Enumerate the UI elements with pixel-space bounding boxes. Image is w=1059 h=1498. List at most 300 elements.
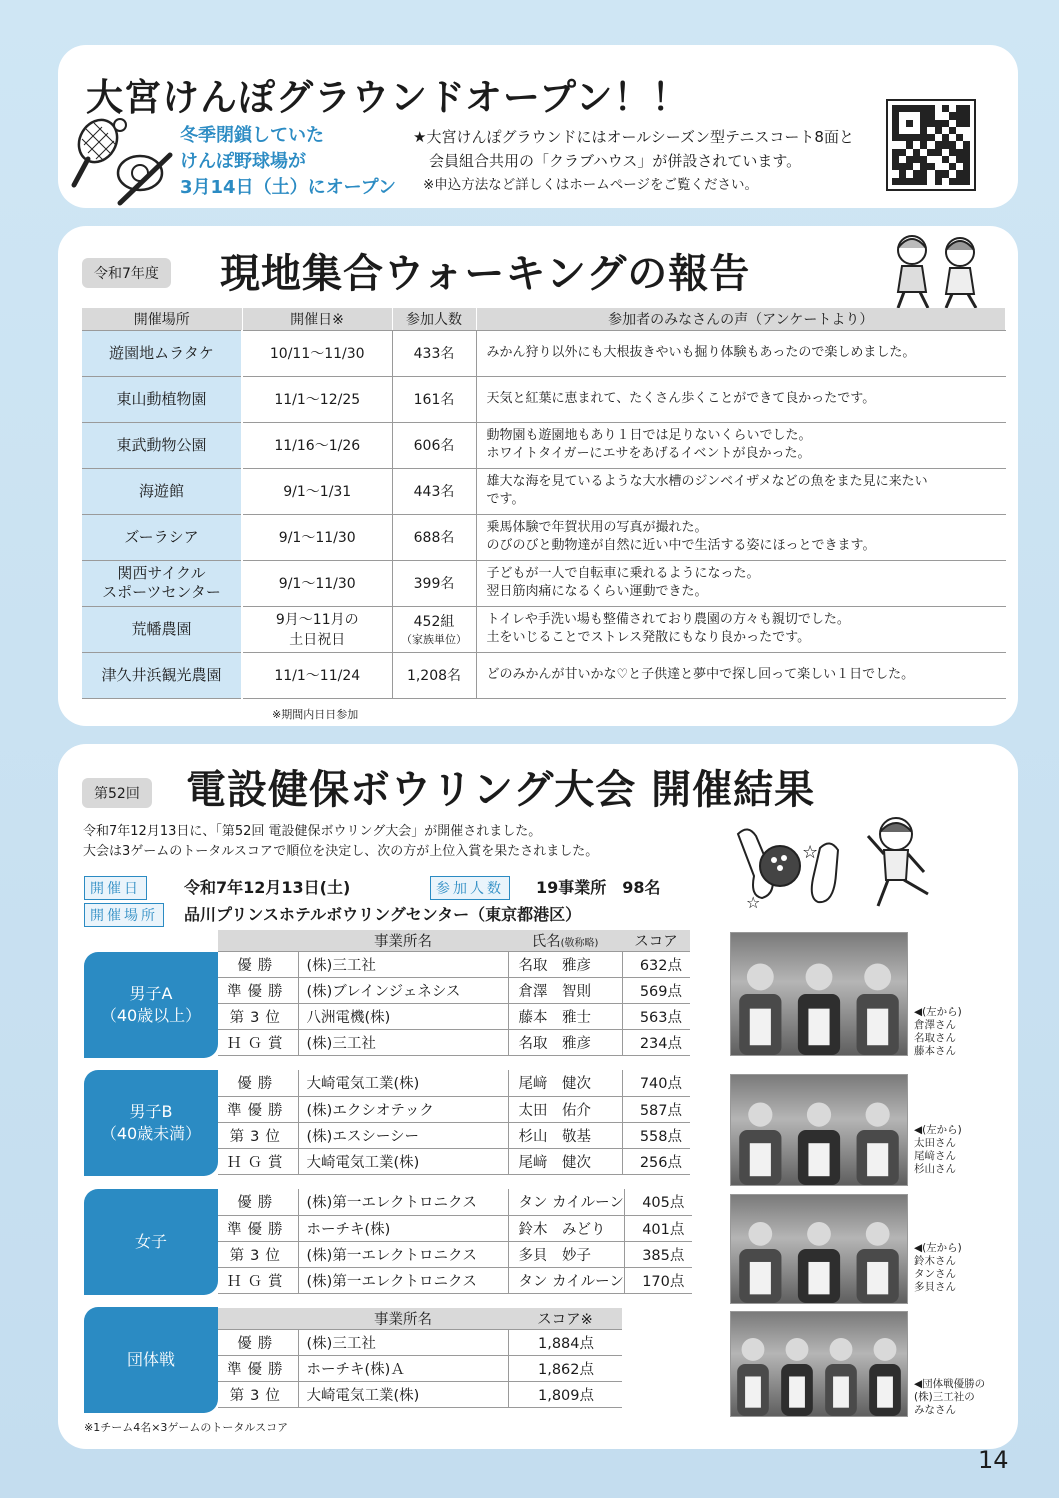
walking-voice-line1: トイレや手洗い場も整備されており農園の方々も親切でした。: [486, 612, 850, 627]
walking-voice-line1: 天気と紅葉に恵まれて、たくさん歩くことができて良かったです。: [486, 391, 876, 406]
result-row: [218, 952, 690, 978]
company-header: 事業所名: [298, 1308, 508, 1330]
result-company: (株)三工社: [298, 1030, 508, 1056]
name-header-note: (敬称略): [560, 938, 599, 949]
result-row: [218, 978, 690, 1004]
walking-header: 開催場所: [82, 308, 242, 330]
ground-info: [413, 125, 854, 197]
walking-row: [82, 376, 1006, 422]
certificate: [750, 1262, 771, 1294]
qr-module: [949, 105, 956, 112]
qr-module: [935, 149, 942, 156]
walking-voice: [476, 560, 1006, 606]
caption-men-a: [914, 1006, 962, 1058]
qr-module: [906, 120, 913, 127]
result-score: 256点: [622, 1148, 690, 1174]
qr-module: [949, 163, 956, 170]
walking-date-line1: 9/1～11/30: [278, 530, 356, 546]
walking-date-line2: 土日祝日: [289, 632, 346, 648]
walking-count-line1: 606名: [413, 438, 455, 454]
qr-module: [899, 120, 906, 127]
result-company: (株)第一エレクトロニクス: [298, 1241, 508, 1267]
walking-place-line1: ズーラシア: [124, 527, 199, 546]
walking-date-line1: 11/1～11/24: [274, 668, 361, 684]
certificate: [808, 1262, 829, 1294]
result-person: 太田 佑介: [508, 1096, 622, 1122]
qr-module: [920, 127, 927, 134]
qr-module: [913, 112, 920, 119]
certificate: [833, 1376, 849, 1407]
walking-count-line1: 1,208名: [406, 668, 462, 684]
result-row: [218, 1267, 692, 1293]
bowling-intro: [83, 822, 598, 862]
caption-line: 倉澤さん: [914, 1019, 956, 1031]
caption-line: 太田さん: [914, 1137, 956, 1149]
bowling-intro-line: 大会は3ゲームのトータルスコアで順位を決定し、次の方が上位入賞を果たされました。: [83, 844, 599, 859]
person-head: [830, 1338, 853, 1361]
qr-module: [920, 141, 927, 148]
person-head: [866, 1222, 890, 1246]
qr-module: [899, 149, 906, 156]
qr-module: [892, 156, 899, 163]
qr-module: [927, 120, 934, 127]
walking-year-badge: 令和7年度: [82, 258, 171, 288]
qr-module: [899, 127, 906, 134]
qr-code[interactable]: [886, 99, 976, 191]
qr-module: [906, 105, 913, 112]
qr-module: [892, 105, 899, 112]
walking-date: [242, 514, 392, 560]
qr-module: [935, 134, 942, 141]
walking-voice-line1: 動物園も遊園地もあり１日では足りないくらいでした。: [486, 428, 812, 443]
qr-module: [927, 134, 934, 141]
result-rank: 第3位: [218, 1122, 298, 1148]
group-label-women: [84, 1189, 218, 1295]
result-row: [218, 1030, 690, 1056]
result-person: 多貝 妙子: [508, 1241, 624, 1267]
ground-info-line: ※申込方法など詳しくはホームページをご覧ください。: [423, 177, 759, 193]
qr-module: [963, 127, 970, 134]
result-row: [218, 1148, 690, 1174]
walking-place-line1: 海遊館: [138, 481, 184, 500]
photo-figures: [731, 1312, 907, 1416]
qr-module: [927, 112, 934, 119]
qr-module: [920, 105, 927, 112]
caption-line: タンさん: [914, 1268, 956, 1280]
certificate: [750, 1143, 771, 1176]
qr-module: [963, 134, 970, 141]
photo-women-winners: [730, 1194, 908, 1304]
walking-date-line1: 11/1～12/25: [274, 392, 361, 408]
walking-voice-line2: 土をいじることでストレス発散にもなり良かったです。: [486, 630, 811, 645]
walking-voice-line2: ホワイトタイガーにエサをあげるイベントが良かった。: [486, 446, 811, 461]
walking-place-line1: 東山動植物園: [116, 389, 207, 408]
qr-module: [892, 163, 899, 170]
qr-module: [963, 170, 970, 177]
team-result-company: ホーチキ(株)Ａ: [298, 1356, 508, 1382]
walking-count: [392, 468, 476, 514]
result-rank: ＨＧ賞: [218, 1267, 298, 1293]
qr-module: [935, 141, 942, 148]
results-table-women: [218, 1189, 692, 1294]
qr-module: [927, 163, 934, 170]
team-score-header: スコア※: [508, 1308, 622, 1330]
qr-module: [913, 105, 920, 112]
walking-place: [82, 376, 242, 422]
group-label-men-b: [84, 1070, 218, 1176]
result-row: [218, 1070, 690, 1096]
result-row: [218, 1189, 692, 1215]
result-company: 大崎電気工業(株): [298, 1070, 508, 1096]
qr-module: [913, 127, 920, 134]
result-row: [218, 1122, 690, 1148]
walking-voice: [476, 330, 1006, 376]
qr-module: [892, 134, 899, 141]
result-company: (株)三工社: [298, 952, 508, 978]
result-person: 倉澤 智則: [508, 978, 622, 1004]
walking-date-line1: 10/11～11/30: [269, 346, 365, 362]
qr-module: [899, 170, 906, 177]
svg-text:☆: ☆: [746, 893, 761, 912]
walking-count: [392, 376, 476, 422]
qr-module: [935, 156, 942, 163]
qr-module: [935, 170, 942, 177]
qr-module: [920, 163, 927, 170]
walking-row: [82, 514, 1006, 560]
qr-module: [935, 178, 942, 185]
ground-title: 大宮けんぽグラウンドオープン！！: [86, 76, 690, 119]
qr-module: [956, 141, 963, 148]
result-rank: 準優勝: [218, 978, 298, 1004]
photo-men-a-winners: [730, 932, 908, 1056]
svg-text:☆: ☆: [802, 842, 819, 863]
caption-line: ◀(左から): [914, 1006, 962, 1018]
walking-place-line2: スポーツセンター: [102, 583, 221, 601]
result-score: 569点: [622, 978, 690, 1004]
qr-module: [899, 105, 906, 112]
ground-info-line: ★大宮けんぽグラウンドにはオールシーズン型テニスコート8面と: [413, 128, 854, 146]
group-sub: （40歳以上）: [100, 1006, 202, 1025]
result-rank: 第3位: [218, 1241, 298, 1267]
result-score: 587点: [622, 1096, 690, 1122]
qr-module: [942, 149, 949, 156]
walking-date: [242, 330, 392, 376]
walking-date: [242, 560, 392, 606]
group-name: 男子A: [129, 984, 173, 1003]
bowling-count-value: 19事業所 98名: [536, 878, 661, 897]
results-table-men-a: [218, 930, 690, 1056]
photo-figures: [731, 1195, 907, 1303]
walking-date-line1: 11/16～1/26: [274, 438, 361, 454]
walking-voice-line1: 乗馬体験で年賀状用の写真が撮れた。: [486, 520, 708, 535]
walking-voice-line1: みかん狩り以外にも大根抜きやいも掘り体験もあったので楽しめました。: [486, 345, 916, 360]
result-company: ホーチキ(株): [298, 1215, 508, 1241]
walking-row: [82, 560, 1006, 606]
result-person: 尾﨑 健次: [508, 1148, 622, 1174]
ground-info-line: 会員組合共用の「クラブハウス」が併設されています。: [429, 152, 802, 170]
result-person: 尾﨑 健次: [508, 1070, 622, 1096]
caption-line: 藤本さん: [914, 1045, 956, 1057]
ground-panel: [58, 45, 1018, 208]
qr-module: [949, 112, 956, 119]
caption-line: 尾﨑さん: [914, 1150, 956, 1162]
ground-blue-line: けんぽ野球場が: [180, 151, 306, 172]
result-row: [218, 1241, 692, 1267]
score-header: スコア: [622, 930, 690, 952]
walking-count-line2: （家族単位）: [401, 633, 467, 646]
qr-module: [949, 149, 956, 156]
result-company: (株)第一エレクトロニクス: [298, 1189, 508, 1215]
walking-voice: [476, 376, 1006, 422]
bowling-edition-badge: 第52回: [82, 778, 152, 808]
result-rank: 準優勝: [218, 1215, 298, 1241]
qr-module: [906, 178, 913, 185]
result-score: 558点: [622, 1122, 690, 1148]
qr-module: [892, 120, 899, 127]
result-score: 234点: [622, 1030, 690, 1056]
qr-module: [913, 178, 920, 185]
qr-module: [927, 178, 934, 185]
result-score: 385点: [624, 1241, 692, 1267]
qr-module: [956, 134, 963, 141]
qr-module: [906, 141, 913, 148]
walking-voice-line2: のびのびと動物達が自然に近い中で生活する姿にほっとできます。: [486, 538, 876, 553]
bowling-date-value: 令和7年12月13日(土): [184, 878, 351, 897]
walking-date: [242, 422, 392, 468]
qr-module: [906, 163, 913, 170]
walking-voice-line1: 子どもが一人で自転車に乗れるようになった。: [486, 566, 760, 581]
walking-place: [82, 468, 242, 514]
caption-line: 多貝さん: [914, 1281, 956, 1293]
walking-count: [392, 606, 476, 652]
qr-module: [963, 178, 970, 185]
walking-count: [392, 652, 476, 698]
result-score: 740点: [622, 1070, 690, 1096]
group-name: 団体戦: [126, 1350, 175, 1369]
walking-place-line1: 津久井浜観光農園: [101, 665, 222, 684]
qr-module: [899, 134, 906, 141]
qr-module: [913, 156, 920, 163]
walking-date-line1: 9月～11月の: [275, 612, 359, 628]
qr-module: [935, 163, 942, 170]
person-head: [742, 1338, 765, 1361]
qr-module: [913, 141, 920, 148]
qr-module: [942, 170, 949, 177]
walking-place: [82, 652, 242, 698]
result-score: 401点: [624, 1215, 692, 1241]
result-rank: 優勝: [218, 1189, 298, 1215]
qr-module: [949, 178, 956, 185]
team-result-row: [218, 1382, 622, 1408]
certificate: [808, 1143, 829, 1176]
result-company: (株)エスシーシー: [298, 1122, 508, 1148]
result-person: 名取 雅彦: [508, 1030, 622, 1056]
team-result-company: (株)三工社: [298, 1330, 508, 1356]
bowling-venue-label: 開催場所: [84, 903, 164, 927]
team-result-rank: 優勝: [218, 1330, 298, 1356]
result-person: 鈴木 みどり: [508, 1215, 624, 1241]
qr-module: [956, 127, 963, 134]
qr-module: [906, 156, 913, 163]
qr-module: [963, 163, 970, 170]
walking-date-line1: 9/1～1/31: [283, 484, 352, 500]
qr-module: [942, 127, 949, 134]
person-head: [866, 1103, 890, 1127]
walking-title: 現地集合ウォーキングの報告: [220, 251, 751, 297]
qr-module: [942, 120, 949, 127]
group-name: 女子: [134, 1232, 167, 1251]
walking-voice-line2: です。: [486, 492, 525, 507]
walking-place-line1: 関西サイクル: [117, 564, 206, 582]
certificate: [789, 1376, 805, 1407]
walking-row: [82, 422, 1006, 468]
walking-count-line1: 161名: [413, 392, 455, 408]
person-head: [748, 1103, 772, 1127]
qr-module: [949, 134, 956, 141]
walking-count-line1: 452組: [413, 614, 455, 630]
walking-date-line1: 9/1～11/30: [278, 576, 356, 592]
company-header: 事業所名: [298, 930, 508, 952]
ground-blue-line: 3月14日（土）にオープン: [180, 177, 396, 198]
caption-women: [914, 1242, 962, 1294]
qr-module: [956, 163, 963, 170]
team-result-rank: 準優勝: [218, 1356, 298, 1382]
qr-module: [899, 112, 906, 119]
walking-date: [242, 652, 392, 698]
team-result-score: 1,809点: [508, 1382, 622, 1408]
walking-voice: [476, 606, 1006, 652]
qr-module: [927, 156, 934, 163]
qr-module: [892, 112, 899, 119]
qr-module: [906, 170, 913, 177]
qr-module: [949, 141, 956, 148]
walking-voice-line1: どのみかんが甘いかな♡と子供達と夢中で探し回って楽しい１日でした。: [486, 667, 915, 682]
walking-voice: [476, 468, 1006, 514]
qr-module: [935, 120, 942, 127]
walking-count-line1: 443名: [413, 484, 455, 500]
walking-date: [242, 376, 392, 422]
results-table-team: [218, 1308, 622, 1408]
caption-line: みなさん: [914, 1404, 956, 1416]
result-company: (株)第一エレクトロニクス: [298, 1267, 508, 1293]
person-head: [786, 1338, 809, 1361]
caption-line: 鈴木さん: [914, 1255, 956, 1267]
walking-count: [392, 514, 476, 560]
qr-module: [956, 105, 963, 112]
caption-line: ◀団体戦優勝の: [914, 1378, 986, 1390]
walking-place-line1: 荒幡農園: [131, 619, 192, 638]
qr-module: [963, 105, 970, 112]
qr-module: [899, 141, 906, 148]
caption-line: 杉山さん: [914, 1163, 956, 1175]
photo-team-winners: [730, 1311, 908, 1417]
walking-place: [82, 330, 242, 376]
team-result-company: 大崎電気工業(株): [298, 1382, 508, 1408]
ground-blue-line: 冬季閉鎖していた: [180, 125, 324, 146]
team-result-row: [218, 1330, 622, 1356]
qr-module: [920, 120, 927, 127]
qr-module: [906, 149, 913, 156]
person-head: [747, 964, 774, 991]
qr-module: [956, 178, 963, 185]
walking-row: [82, 606, 1006, 652]
result-rank: 優勝: [218, 952, 298, 978]
photo-figures: [731, 933, 907, 1055]
bowling-pins-icon: [728, 814, 998, 912]
caption-men-b: [914, 1124, 962, 1176]
caption-line: ◀(左から): [914, 1124, 962, 1136]
name-header: 氏名: [531, 934, 561, 950]
photo-men-b-winners: [730, 1074, 908, 1186]
group-name: 男子B: [129, 1102, 173, 1121]
qr-module: [906, 112, 913, 119]
qr-module: [899, 156, 906, 163]
qr-module: [942, 178, 949, 185]
photo-figures: [731, 1075, 907, 1185]
qr-module: [942, 156, 949, 163]
result-row: [218, 1096, 690, 1122]
qr-module: [956, 120, 963, 127]
qr-module: [963, 156, 970, 163]
result-person: タン カイルーン: [508, 1189, 624, 1215]
certificate: [867, 1262, 888, 1294]
team-result-rank: 第3位: [218, 1382, 298, 1408]
result-company: (株)ブレインジェネシス: [298, 978, 508, 1004]
walking-count-line1: 399名: [413, 576, 455, 592]
qr-module: [956, 170, 963, 177]
certificate: [867, 1009, 888, 1046]
bowling-count-label: 参加人数: [430, 876, 510, 900]
walking-count: [392, 330, 476, 376]
group-sub: （40歳未満）: [100, 1124, 202, 1143]
walking-header: 参加者のみなさんの声（アンケートより）: [476, 308, 1006, 330]
walking-panel: [58, 226, 1018, 726]
qr-module: [942, 134, 949, 141]
result-row: [218, 1004, 690, 1030]
walking-place: [82, 606, 242, 652]
walking-place-line1: 東武動物公園: [116, 435, 207, 454]
walking-place: [82, 514, 242, 560]
bowling-date-label: 開催日: [84, 876, 147, 900]
qr-module: [906, 127, 913, 134]
walking-place-line1: 遊園地ムラタケ: [109, 343, 214, 362]
qr-module: [935, 105, 942, 112]
result-row: [218, 1215, 692, 1241]
result-person: 杉山 敬基: [508, 1122, 622, 1148]
result-score: 563点: [622, 1004, 690, 1030]
walking-table: [82, 308, 1006, 699]
qr-module: [935, 112, 942, 119]
qr-module: [942, 141, 949, 148]
walking-voice: [476, 652, 1006, 698]
qr-module: [935, 127, 942, 134]
qr-module: [920, 178, 927, 185]
group-label-men-a: [84, 952, 218, 1058]
result-company: 八洲電機(株): [298, 1004, 508, 1030]
qr-module: [920, 149, 927, 156]
qr-module: [956, 149, 963, 156]
qr-module: [949, 156, 956, 163]
walking-count-line1: 433名: [413, 346, 455, 362]
bowling-intro-line: 令和7年12月13日に、「第52回 電設健保ボウリング大会」が開催されました。: [83, 824, 542, 839]
person-head: [748, 1222, 772, 1246]
caption-line: (株)三工社の: [914, 1391, 975, 1403]
certificate: [750, 1009, 771, 1046]
qr-module: [927, 127, 934, 134]
qr-module: [927, 105, 934, 112]
page-number: 14: [978, 1446, 1009, 1474]
qr-module: [899, 178, 906, 185]
